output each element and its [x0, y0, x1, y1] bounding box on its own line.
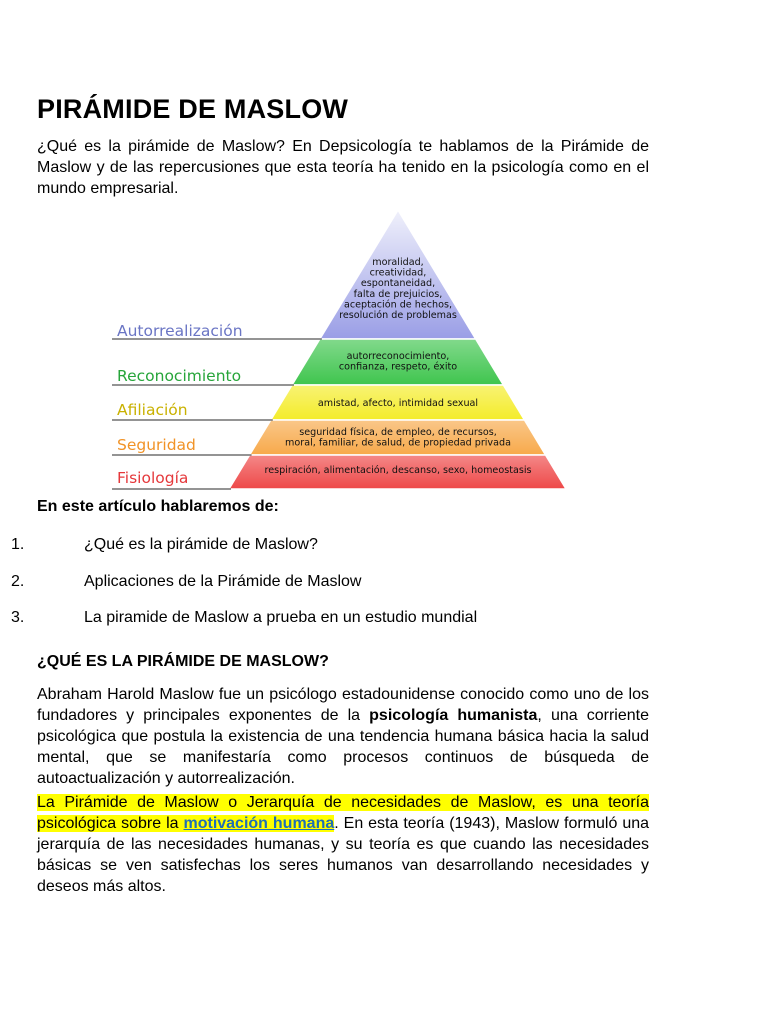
toc-item-number: 3. — [11, 609, 25, 626]
pyramid-level-text: espontaneidad, — [360, 278, 436, 290]
toc-heading: En este artículo hablaremos de: — [37, 498, 279, 515]
toc-item[interactable] — [0, 536, 700, 573]
pyramid-level-text: creatividad, — [369, 267, 427, 279]
paragraph-text: , una corriente psicológica que postula la existencia de una tendencia humana básica hacia la salud mental, que se manifestaría como procesos continuos de búsqueda de autoactualización y autorrealización. — [37, 707, 650, 787]
pyramid-level-text: seguridad física, de empleo, de recursos, — [299, 427, 497, 438]
level-label: Fisiología — [117, 469, 189, 487]
paragraph-text: Abraham Harold Maslow fue un psicólogo estadounidense conocido como uno de los fundadores y principales exponentes de la — [37, 686, 649, 724]
maslow-pyramid-figure — [112, 208, 572, 493]
pyramid-level-text: moral, familiar, de salud, de propiedad privada — [285, 437, 511, 449]
highlighted-text: La Pirámide de Maslow o Jerarquía de necesidades de Maslow, es una teoría psicológica sobre la — [37, 794, 649, 832]
level-label: Seguridad — [117, 436, 196, 454]
pyramid-level-text: aceptación de hechos, — [343, 299, 453, 311]
bold-term: psicología humanista — [369, 707, 538, 724]
pyramid-level-text: autorreconocimiento, — [346, 351, 450, 362]
level-label: Reconocimiento — [117, 367, 242, 385]
level-label: Afiliación — [117, 401, 188, 419]
motivation-link[interactable]: motivación humana — [183, 815, 335, 832]
pyramid-level-text: resolución de problemas — [339, 310, 457, 321]
toc-item[interactable] — [0, 609, 700, 646]
pyramid-level-text: amistad, afecto, intimidad sexual — [317, 398, 479, 409]
maslow-paragraph — [37, 684, 649, 789]
toc-item-number: 2. — [11, 572, 25, 590]
toc-item-text[interactable]: La piramide de Maslow a prueba en un estudio mundial — [84, 609, 478, 626]
pyramid-paragraph — [37, 792, 649, 897]
paragraph-text: . En esta teoría (1943), Maslow formuló una jerarquía de las necesidades humanas, y su teoría es que cuando las necesidades básicas se ven satisfechas los seres humanos van desarrollando necesidades y deseos más altos. — [37, 815, 650, 895]
level-label: Autorrealización — [117, 322, 243, 340]
pyramid-level-text: respiración, alimentación, descanso, sexo, homeostasis — [264, 465, 532, 476]
pyramid-level-text: confianza, respeto, éxito — [338, 361, 458, 373]
toc-item-number: 1. — [11, 536, 25, 553]
pyramid-level-text: moralidad, — [372, 257, 424, 268]
intro-paragraph: ¿Qué es la pirámide de Maslow? En Depsicología te hablamos de la Pirámide de Maslow y de las repercusiones que esta teoría ha tenido en la psicología como en el mundo empresarial. — [37, 138, 649, 197]
toc-item-text[interactable]: ¿Qué es la pirámide de Maslow? — [84, 536, 318, 553]
toc-list — [0, 536, 700, 646]
section-heading: ¿QUÉ ES LA PIRÁMIDE DE MASLOW? — [37, 653, 329, 670]
page-title: PIRÁMIDE DE MASLOW — [37, 94, 349, 124]
toc-item[interactable] — [0, 573, 700, 610]
toc-item-text[interactable]: Aplicaciones de la Pirámide de Maslow — [84, 572, 362, 590]
pyramid-level-text: falta de prejuicios, — [353, 288, 443, 300]
